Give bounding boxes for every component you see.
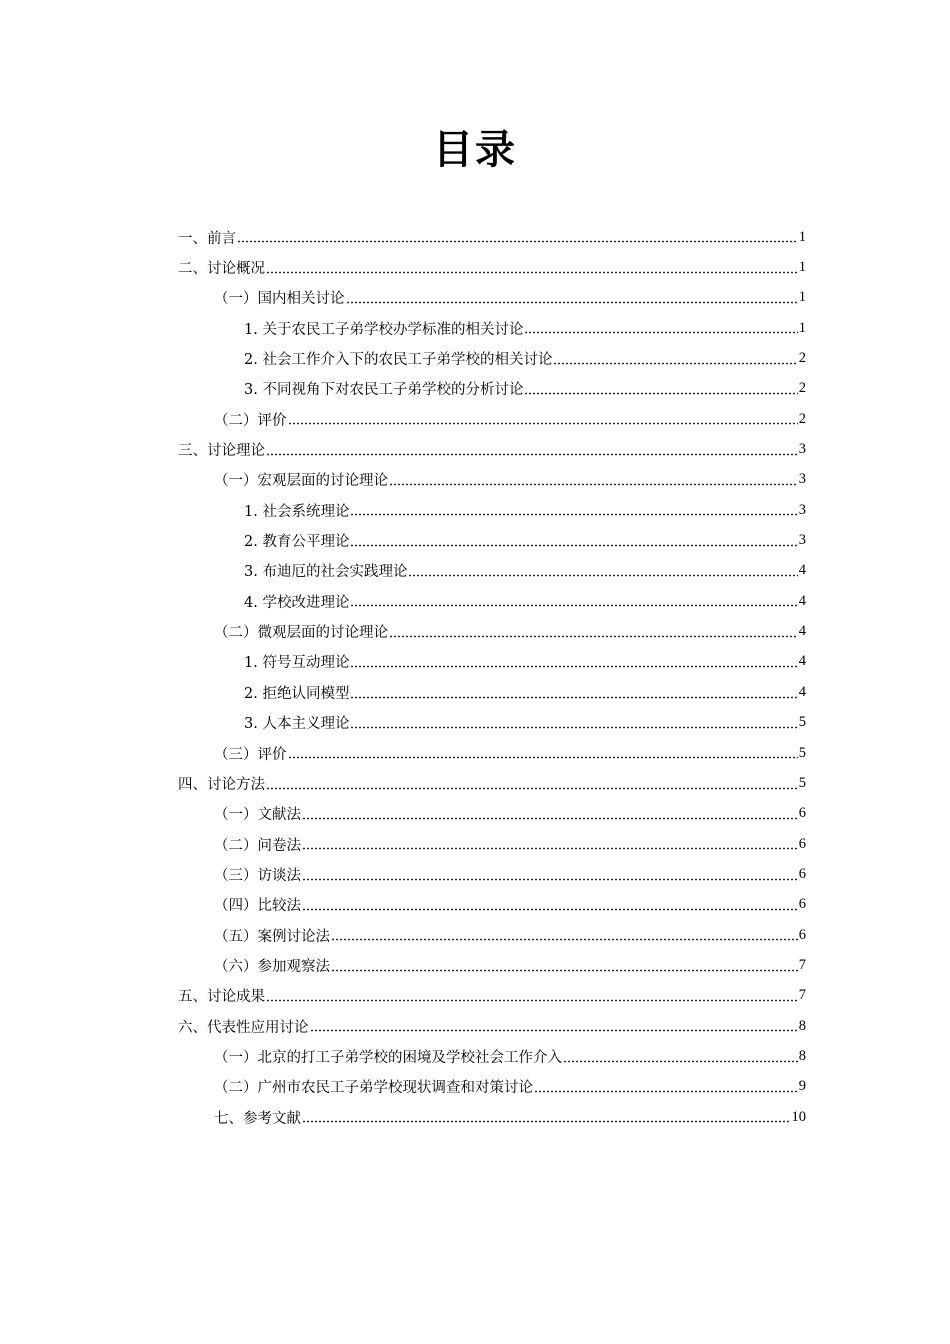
toc-entry-text: 2. 拒绝认同模型	[244, 685, 350, 702]
toc-entry-text: 五、讨论成果	[178, 989, 265, 1006]
toc-entry-page: 3	[798, 441, 806, 458]
toc-entry-page: 5	[798, 774, 806, 791]
toc-entry[interactable]	[0, 222, 806, 252]
toc-entry-page: 6	[798, 865, 806, 882]
toc-entry-text: 2. 教育公平理论	[244, 534, 350, 551]
toc-entry-text: （一）国内相关讨论	[214, 291, 345, 308]
toc-entry-page: 5	[798, 714, 806, 731]
toc-entry[interactable]	[0, 1011, 806, 1041]
toc-entry-text: （一）北京的打工子弟学校的困境及学校社会工作介入	[214, 1049, 562, 1066]
dot-leader	[302, 1111, 791, 1123]
toc-entry-page: 6	[798, 926, 806, 943]
toc-entry[interactable]	[0, 556, 806, 586]
toc-entry[interactable]	[0, 313, 806, 343]
toc-entry[interactable]	[0, 434, 806, 464]
toc-entry[interactable]	[0, 586, 806, 616]
toc-entry-text: 2. 社会工作介入下的农民工子弟学校的相关讨论	[244, 352, 553, 369]
toc-entry[interactable]	[0, 343, 806, 373]
dot-leader	[331, 960, 798, 972]
toc-entry[interactable]	[0, 981, 806, 1011]
toc-entry-page: 6	[798, 805, 806, 822]
dot-leader	[302, 808, 798, 820]
dot-leader	[266, 990, 798, 1002]
dot-leader	[563, 1051, 798, 1063]
toc-entry[interactable]	[0, 859, 806, 889]
toc-entry[interactable]	[0, 252, 806, 282]
toc-entry-text: 七、参考文献	[214, 1110, 301, 1127]
toc-entry[interactable]	[0, 890, 806, 920]
toc-entry-text: 4. 学校改进理论	[244, 594, 350, 611]
toc-entry-text: （四）比较法	[214, 898, 301, 915]
dot-leader	[350, 595, 797, 607]
toc-entry-text: （三）访谈法	[214, 867, 301, 884]
dot-leader	[350, 656, 797, 668]
toc-entry-text: （六）参加观察法	[214, 958, 330, 975]
dot-leader	[266, 262, 798, 274]
dot-leader	[310, 1020, 798, 1032]
toc-entry-page: 10	[791, 1108, 806, 1125]
table-of-contents	[0, 222, 950, 1132]
toc-entry-text: 六、代表性应用讨论	[178, 1019, 309, 1036]
toc-entry-page: 3	[798, 501, 806, 518]
toc-entry-page: 2	[798, 410, 806, 427]
toc-entry-page: 4	[798, 623, 806, 640]
toc-entry-text: （一）宏观层面的讨论理论	[214, 473, 388, 490]
toc-entry[interactable]	[0, 708, 806, 738]
dot-leader	[288, 747, 798, 759]
toc-entry[interactable]	[0, 768, 806, 798]
toc-entry-page: 1	[798, 259, 806, 276]
dot-leader	[524, 383, 797, 395]
dot-leader	[302, 869, 798, 881]
toc-entry-text: （二）广州市农民工子弟学校现状调查和对策讨论	[214, 1080, 533, 1097]
toc-entry-text: 二、讨论概况	[178, 261, 265, 278]
toc-entry[interactable]	[0, 647, 806, 677]
toc-entry[interactable]	[0, 950, 806, 980]
dot-leader	[408, 565, 797, 577]
toc-entry-text: （二）微观层面的讨论理论	[214, 625, 388, 642]
dot-leader	[389, 626, 798, 638]
toc-entry-text: 三、讨论理论	[178, 443, 265, 460]
toc-entry[interactable]	[0, 738, 806, 768]
toc-entry-text: 1. 社会系统理论	[244, 503, 350, 520]
toc-entry-text: （二）问卷法	[214, 837, 301, 854]
toc-entry-page: 4	[798, 683, 806, 700]
toc-entry[interactable]	[0, 829, 806, 859]
toc-entry-text: 一、前言	[178, 230, 236, 247]
dot-leader	[389, 474, 798, 486]
toc-entry-page: 3	[798, 471, 806, 488]
dot-leader	[266, 444, 798, 456]
toc-entry-page: 2	[798, 350, 806, 367]
dot-leader	[266, 778, 798, 790]
toc-entry-page: 1	[798, 228, 806, 245]
toc-entry[interactable]	[0, 1072, 806, 1102]
toc-entry-text: 3. 人本主义理论	[244, 716, 350, 733]
toc-entry-page: 1	[798, 289, 806, 306]
dot-leader	[350, 687, 797, 699]
toc-entry-page: 9	[798, 1078, 806, 1095]
toc-entry[interactable]	[0, 1102, 806, 1132]
toc-entry-text: 3. 布迪厄的社会实践理论	[244, 564, 408, 581]
dot-leader	[350, 535, 797, 547]
toc-entry[interactable]	[0, 799, 806, 829]
toc-entry-text: （二）评价	[214, 412, 287, 429]
toc-entry-page: 4	[798, 653, 806, 670]
toc-entry-page: 6	[798, 835, 806, 852]
toc-entry[interactable]	[0, 495, 806, 525]
toc-entry-text: 1. 符号互动理论	[244, 655, 350, 672]
toc-entry-text: 四、讨论方法	[178, 776, 265, 793]
toc-entry[interactable]	[0, 283, 806, 313]
dot-leader	[302, 899, 798, 911]
toc-entry[interactable]	[0, 525, 806, 555]
dot-leader	[524, 322, 797, 334]
toc-entry[interactable]	[0, 404, 806, 434]
toc-entry-page: 6	[798, 896, 806, 913]
page-title: 目录	[433, 127, 517, 173]
toc-entry-page: 5	[798, 744, 806, 761]
toc-entry-page: 7	[798, 956, 806, 973]
dot-leader	[346, 292, 798, 304]
dot-leader	[302, 838, 798, 850]
dot-leader	[350, 504, 797, 516]
toc-entry-page: 4	[798, 562, 806, 579]
toc-entry[interactable]	[0, 374, 806, 404]
toc-entry-page: 3	[798, 532, 806, 549]
toc-entry-page: 8	[798, 1017, 806, 1034]
dot-leader	[534, 1081, 798, 1093]
toc-entry[interactable]	[0, 920, 806, 950]
toc-entry-text: 3. 不同视角下对农民工子弟学校的分析讨论	[244, 382, 524, 399]
dot-leader	[331, 929, 798, 941]
toc-entry-page: 8	[798, 1047, 806, 1064]
toc-entry[interactable]	[0, 677, 806, 707]
toc-entry[interactable]	[0, 616, 806, 646]
dot-leader	[350, 717, 797, 729]
toc-entry-page: 1	[798, 319, 806, 336]
toc-entry-text: （三）评价	[214, 746, 287, 763]
toc-entry-page: 7	[798, 987, 806, 1004]
dot-leader	[288, 413, 798, 425]
toc-entry-page: 4	[798, 592, 806, 609]
dot-leader	[553, 353, 797, 365]
toc-entry-text: （五）案例讨论法	[214, 928, 330, 945]
toc-entry[interactable]	[0, 465, 806, 495]
dot-leader	[237, 231, 798, 243]
toc-entry-page: 2	[798, 380, 806, 397]
toc-entry-text: 1. 关于农民工子弟学校办学标准的相关讨论	[244, 321, 524, 338]
toc-entry-text: （一）文献法	[214, 807, 301, 824]
toc-entry[interactable]	[0, 1041, 806, 1071]
